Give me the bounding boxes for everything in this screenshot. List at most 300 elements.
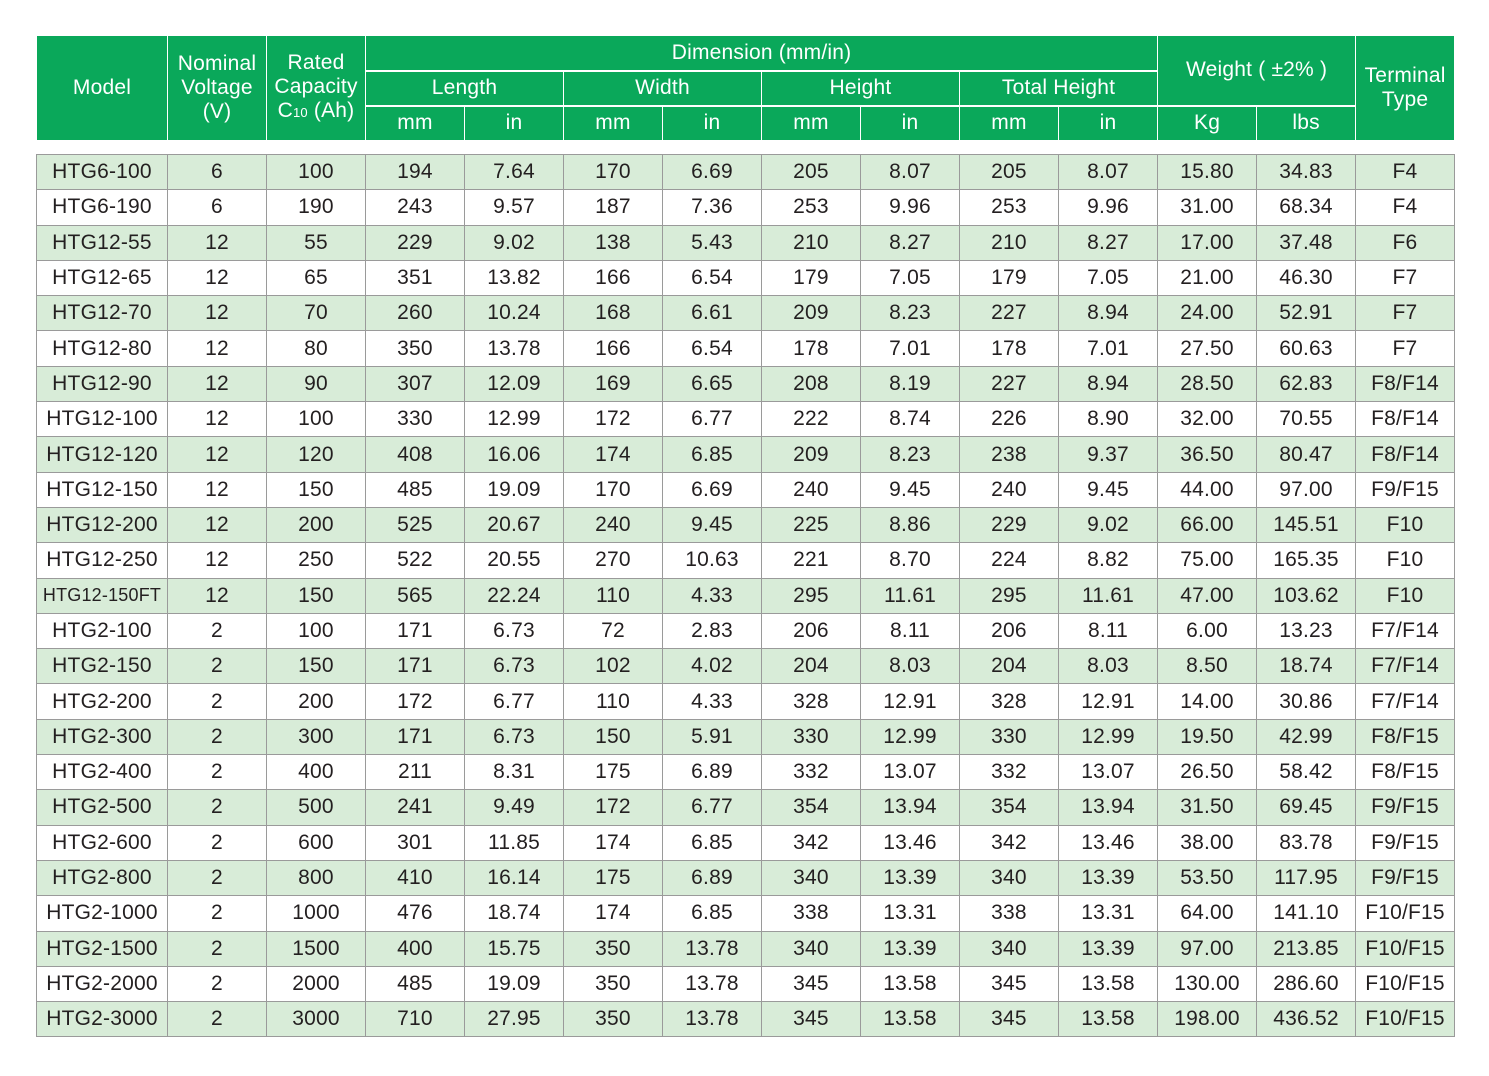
table-row (37, 260, 1455, 295)
cell-width-in: 13.78 (663, 1002, 762, 1037)
cell-weight-lbs: 165.35 (1257, 543, 1356, 578)
cell-height-in: 8.19 (861, 366, 960, 401)
cell-rated-capacity: 150 (267, 578, 366, 613)
cell-length-mm: 565 (366, 578, 465, 613)
cell-width-mm: 169 (564, 366, 663, 401)
cell-height-in: 13.58 (861, 1002, 960, 1037)
cell-rated-capacity: 500 (267, 790, 366, 825)
cell-terminal-type: F9/F15 (1356, 825, 1455, 860)
cell-length-in: 20.67 (465, 507, 564, 542)
header-height: Height (762, 71, 960, 106)
table-row (37, 402, 1455, 437)
cell-width-mm: 350 (564, 931, 663, 966)
cell-model: HTG12-70 (37, 296, 168, 331)
cell-total-height-in: 13.58 (1059, 1002, 1158, 1037)
cell-total-height-in: 9.96 (1059, 190, 1158, 225)
cell-height-mm: 222 (762, 402, 861, 437)
cell-rated-capacity: 100 (267, 402, 366, 437)
header-nominal-voltage (168, 36, 267, 141)
cell-width-in: 7.36 (663, 190, 762, 225)
cell-nominal-voltage: 12 (168, 507, 267, 542)
cell-width-mm: 110 (564, 578, 663, 613)
cell-length-in: 7.64 (465, 155, 564, 190)
cell-width-in: 6.77 (663, 790, 762, 825)
cell-height-in: 13.58 (861, 966, 960, 1001)
cell-weight-kg: 8.50 (1158, 649, 1257, 684)
cell-terminal-type: F9/F15 (1356, 860, 1455, 895)
cell-height-in: 7.05 (861, 260, 960, 295)
cell-height-mm: 345 (762, 966, 861, 1001)
cell-length-mm: 350 (366, 331, 465, 366)
cell-width-in: 6.85 (663, 437, 762, 472)
cell-nominal-voltage: 2 (168, 613, 267, 648)
cell-height-in: 8.03 (861, 649, 960, 684)
cell-model: HTG6-100 (37, 155, 168, 190)
cell-height-in: 13.94 (861, 790, 960, 825)
cell-total-height-in: 8.27 (1059, 225, 1158, 260)
cell-length-mm: 410 (366, 860, 465, 895)
cell-width-mm: 166 (564, 260, 663, 295)
cell-height-mm: 205 (762, 155, 861, 190)
cell-height-mm: 225 (762, 507, 861, 542)
table-row (37, 225, 1455, 260)
table-row (37, 649, 1455, 684)
cell-length-mm: 522 (366, 543, 465, 578)
table-row (37, 578, 1455, 613)
cell-height-mm: 338 (762, 896, 861, 931)
cell-terminal-type: F7 (1356, 331, 1455, 366)
cell-width-mm: 175 (564, 860, 663, 895)
cell-length-in: 20.55 (465, 543, 564, 578)
spec-table-body (36, 154, 1455, 1037)
cell-width-mm: 174 (564, 437, 663, 472)
cell-weight-kg: 27.50 (1158, 331, 1257, 366)
cell-width-mm: 166 (564, 331, 663, 366)
spec-table-header (36, 35, 1455, 141)
cell-model: HTG2-800 (37, 860, 168, 895)
cell-height-in: 12.99 (861, 719, 960, 754)
cell-total-height-in: 8.94 (1059, 366, 1158, 401)
cell-rated-capacity: 100 (267, 613, 366, 648)
cell-weight-kg: 31.50 (1158, 790, 1257, 825)
cell-rated-capacity: 300 (267, 719, 366, 754)
cell-weight-lbs: 18.74 (1257, 649, 1356, 684)
cell-weight-lbs: 58.42 (1257, 755, 1356, 790)
cell-total-height-mm: 340 (960, 860, 1059, 895)
cell-length-in: 12.99 (465, 402, 564, 437)
cell-rated-capacity: 150 (267, 472, 366, 507)
cell-width-in: 5.43 (663, 225, 762, 260)
table-row (37, 755, 1455, 790)
cell-height-mm: 342 (762, 825, 861, 860)
cell-model: HTG2-3000 (37, 1002, 168, 1037)
cell-weight-kg: 17.00 (1158, 225, 1257, 260)
cell-terminal-type: F10 (1356, 507, 1455, 542)
cell-nominal-voltage: 12 (168, 578, 267, 613)
table-row (37, 155, 1455, 190)
cell-nominal-voltage: 6 (168, 190, 267, 225)
cell-nominal-voltage: 2 (168, 755, 267, 790)
cell-model: HTG12-100 (37, 402, 168, 437)
cell-total-height-mm: 179 (960, 260, 1059, 295)
cell-width-in: 9.45 (663, 507, 762, 542)
cell-terminal-type: F4 (1356, 155, 1455, 190)
cell-width-mm: 72 (564, 613, 663, 648)
table-row (37, 366, 1455, 401)
cell-height-in: 8.27 (861, 225, 960, 260)
table-row (37, 931, 1455, 966)
cell-model: HTG2-2000 (37, 966, 168, 1001)
cell-length-mm: 330 (366, 402, 465, 437)
header-nominal-voltage-line2: Voltage (181, 76, 253, 99)
cell-width-in: 13.78 (663, 931, 762, 966)
cell-width-in: 4.33 (663, 578, 762, 613)
cell-length-in: 18.74 (465, 896, 564, 931)
cell-weight-kg: 31.00 (1158, 190, 1257, 225)
cell-height-in: 11.61 (861, 578, 960, 613)
cell-total-height-mm: 240 (960, 472, 1059, 507)
cell-weight-kg: 15.80 (1158, 155, 1257, 190)
header-unit: mm (960, 106, 1059, 141)
header-terminal-type (1356, 36, 1455, 141)
cell-weight-lbs: 97.00 (1257, 472, 1356, 507)
cell-length-mm: 194 (366, 155, 465, 190)
cell-model: HTG2-1500 (37, 931, 168, 966)
cell-weight-kg: 64.00 (1158, 896, 1257, 931)
cell-nominal-voltage: 2 (168, 649, 267, 684)
cell-height-mm: 332 (762, 755, 861, 790)
cell-length-mm: 408 (366, 437, 465, 472)
cell-width-mm: 175 (564, 755, 663, 790)
cell-model: HTG2-100 (37, 613, 168, 648)
cell-total-height-in: 8.07 (1059, 155, 1158, 190)
table-row (37, 507, 1455, 542)
cell-height-in: 13.07 (861, 755, 960, 790)
cell-width-mm: 168 (564, 296, 663, 331)
cell-nominal-voltage: 12 (168, 543, 267, 578)
cell-total-height-mm: 224 (960, 543, 1059, 578)
cell-height-mm: 206 (762, 613, 861, 648)
cell-total-height-in: 9.37 (1059, 437, 1158, 472)
cell-width-in: 6.69 (663, 472, 762, 507)
header-unit: mm (762, 106, 861, 141)
cell-height-in: 8.07 (861, 155, 960, 190)
cell-rated-capacity: 400 (267, 755, 366, 790)
cell-height-mm: 208 (762, 366, 861, 401)
cell-width-mm: 138 (564, 225, 663, 260)
cell-total-height-mm: 345 (960, 1002, 1059, 1037)
cell-height-mm: 330 (762, 719, 861, 754)
cell-rated-capacity: 190 (267, 190, 366, 225)
cell-weight-kg: 47.00 (1158, 578, 1257, 613)
cell-nominal-voltage: 12 (168, 296, 267, 331)
cell-weight-lbs: 70.55 (1257, 402, 1356, 437)
cell-width-in: 6.77 (663, 402, 762, 437)
header-unit: mm (366, 106, 465, 141)
cell-nominal-voltage: 2 (168, 931, 267, 966)
cell-rated-capacity: 200 (267, 684, 366, 719)
cell-length-mm: 400 (366, 931, 465, 966)
cell-height-in: 13.31 (861, 896, 960, 931)
cell-height-mm: 295 (762, 578, 861, 613)
cell-width-in: 6.61 (663, 296, 762, 331)
cell-weight-kg: 14.00 (1158, 684, 1257, 719)
cell-weight-lbs: 80.47 (1257, 437, 1356, 472)
cell-total-height-mm: 345 (960, 966, 1059, 1001)
cell-length-in: 19.09 (465, 472, 564, 507)
cell-weight-kg: 26.50 (1158, 755, 1257, 790)
cell-width-mm: 240 (564, 507, 663, 542)
cell-width-mm: 270 (564, 543, 663, 578)
cell-length-in: 9.49 (465, 790, 564, 825)
cell-total-height-in: 13.94 (1059, 790, 1158, 825)
header-unit: lbs (1257, 106, 1356, 141)
cell-model: HTG12-80 (37, 331, 168, 366)
cell-total-height-mm: 229 (960, 507, 1059, 542)
cell-model: HTG12-55 (37, 225, 168, 260)
cell-weight-lbs: 42.99 (1257, 719, 1356, 754)
cell-weight-kg: 53.50 (1158, 860, 1257, 895)
cell-height-in: 13.39 (861, 860, 960, 895)
cell-rated-capacity: 80 (267, 331, 366, 366)
cell-model: HTG2-1000 (37, 896, 168, 931)
table-row (37, 472, 1455, 507)
cell-model: HTG2-300 (37, 719, 168, 754)
cell-rated-capacity: 100 (267, 155, 366, 190)
cell-height-in: 13.46 (861, 825, 960, 860)
cell-total-height-in: 7.01 (1059, 331, 1158, 366)
cell-height-mm: 209 (762, 296, 861, 331)
header-rated-capacity-line2: Capacity (274, 75, 358, 98)
cell-length-in: 27.95 (465, 1002, 564, 1037)
cell-model: HTG12-90 (37, 366, 168, 401)
table-row (37, 966, 1455, 1001)
cell-length-in: 13.82 (465, 260, 564, 295)
cell-total-height-mm: 328 (960, 684, 1059, 719)
cell-width-mm: 350 (564, 1002, 663, 1037)
cell-total-height-mm: 226 (960, 402, 1059, 437)
cell-total-height-in: 13.58 (1059, 966, 1158, 1001)
cell-height-mm: 240 (762, 472, 861, 507)
cell-model: HTG2-600 (37, 825, 168, 860)
cell-rated-capacity: 150 (267, 649, 366, 684)
cell-rated-capacity: 2000 (267, 966, 366, 1001)
header-rated-capacity (267, 36, 366, 141)
table-row (37, 543, 1455, 578)
cell-terminal-type: F10 (1356, 578, 1455, 613)
cell-length-mm: 243 (366, 190, 465, 225)
cell-width-in: 4.33 (663, 684, 762, 719)
cell-nominal-voltage: 12 (168, 437, 267, 472)
cell-terminal-type: F8/F15 (1356, 719, 1455, 754)
cell-rated-capacity: 250 (267, 543, 366, 578)
cell-length-mm: 351 (366, 260, 465, 295)
cell-width-in: 5.91 (663, 719, 762, 754)
cell-width-mm: 350 (564, 966, 663, 1001)
cell-nominal-voltage: 6 (168, 155, 267, 190)
cell-total-height-mm: 204 (960, 649, 1059, 684)
cell-weight-lbs: 117.95 (1257, 860, 1356, 895)
cell-width-in: 2.83 (663, 613, 762, 648)
cell-terminal-type: F10/F15 (1356, 896, 1455, 931)
cell-height-mm: 210 (762, 225, 861, 260)
cell-total-height-mm: 227 (960, 296, 1059, 331)
cell-rated-capacity: 120 (267, 437, 366, 472)
cell-height-mm: 328 (762, 684, 861, 719)
cell-total-height-in: 8.94 (1059, 296, 1158, 331)
header-rated-capacity-unit: (Ah) (313, 99, 355, 122)
cell-terminal-type: F6 (1356, 225, 1455, 260)
cell-nominal-voltage: 12 (168, 472, 267, 507)
cell-length-in: 9.02 (465, 225, 564, 260)
cell-length-in: 22.24 (465, 578, 564, 613)
cell-length-in: 9.57 (465, 190, 564, 225)
cell-height-mm: 209 (762, 437, 861, 472)
header-rated-capacity-line1: Rated (287, 51, 345, 74)
header-model: Model (37, 36, 168, 141)
cell-total-height-in: 8.90 (1059, 402, 1158, 437)
cell-length-in: 6.73 (465, 649, 564, 684)
cell-total-height-mm: 332 (960, 755, 1059, 790)
header-unit: Kg (1158, 106, 1257, 141)
cell-height-in: 12.91 (861, 684, 960, 719)
cell-total-height-mm: 330 (960, 719, 1059, 754)
cell-terminal-type: F8/F14 (1356, 402, 1455, 437)
cell-total-height-mm: 210 (960, 225, 1059, 260)
cell-nominal-voltage: 12 (168, 402, 267, 437)
cell-nominal-voltage: 2 (168, 1002, 267, 1037)
cell-height-in: 8.23 (861, 296, 960, 331)
cell-weight-kg: 97.00 (1158, 931, 1257, 966)
cell-weight-kg: 198.00 (1158, 1002, 1257, 1037)
cell-total-height-in: 12.99 (1059, 719, 1158, 754)
header-nominal-voltage-line3: (V) (202, 100, 232, 123)
cell-nominal-voltage: 2 (168, 966, 267, 1001)
header-unit: in (1059, 106, 1158, 141)
cell-terminal-type: F7 (1356, 260, 1455, 295)
cell-length-mm: 241 (366, 790, 465, 825)
cell-rated-capacity: 70 (267, 296, 366, 331)
cell-weight-lbs: 60.63 (1257, 331, 1356, 366)
cell-terminal-type: F7/F14 (1356, 613, 1455, 648)
cell-height-in: 13.39 (861, 931, 960, 966)
cell-model: HTG12-65 (37, 260, 168, 295)
cell-width-mm: 174 (564, 896, 663, 931)
cell-length-mm: 260 (366, 296, 465, 331)
table-row (37, 190, 1455, 225)
cell-width-in: 6.89 (663, 755, 762, 790)
cell-width-mm: 170 (564, 155, 663, 190)
cell-length-mm: 476 (366, 896, 465, 931)
cell-weight-kg: 36.50 (1158, 437, 1257, 472)
cell-weight-lbs: 69.45 (1257, 790, 1356, 825)
header-dimension: Dimension (mm/in) (366, 36, 1158, 71)
cell-length-in: 8.31 (465, 755, 564, 790)
cell-weight-lbs: 13.23 (1257, 613, 1356, 648)
cell-length-in: 6.77 (465, 684, 564, 719)
cell-weight-lbs: 68.34 (1257, 190, 1356, 225)
cell-terminal-type: F10/F15 (1356, 1002, 1455, 1037)
cell-nominal-voltage: 12 (168, 331, 267, 366)
table-row (37, 719, 1455, 754)
cell-height-mm: 204 (762, 649, 861, 684)
cell-nominal-voltage: 12 (168, 366, 267, 401)
cell-width-mm: 187 (564, 190, 663, 225)
cell-width-in: 6.65 (663, 366, 762, 401)
cell-nominal-voltage: 2 (168, 860, 267, 895)
cell-rated-capacity: 200 (267, 507, 366, 542)
header-weight: Weight ( ±2% ) (1158, 36, 1356, 106)
cell-height-in: 9.45 (861, 472, 960, 507)
cell-total-height-mm: 354 (960, 790, 1059, 825)
cell-weight-kg: 75.00 (1158, 543, 1257, 578)
cell-length-mm: 301 (366, 825, 465, 860)
cell-length-in: 10.24 (465, 296, 564, 331)
cell-length-in: 12.09 (465, 366, 564, 401)
header-length: Length (366, 71, 564, 106)
cell-nominal-voltage: 2 (168, 825, 267, 860)
cell-width-in: 4.02 (663, 649, 762, 684)
cell-height-mm: 221 (762, 543, 861, 578)
cell-width-mm: 170 (564, 472, 663, 507)
table-row (37, 684, 1455, 719)
cell-height-mm: 345 (762, 1002, 861, 1037)
cell-rated-capacity: 1000 (267, 896, 366, 931)
cell-nominal-voltage: 2 (168, 719, 267, 754)
cell-model: HTG12-150 (37, 472, 168, 507)
table-row (37, 896, 1455, 931)
cell-total-height-in: 13.39 (1059, 931, 1158, 966)
cell-width-in: 6.54 (663, 331, 762, 366)
cell-weight-lbs: 62.83 (1257, 366, 1356, 401)
cell-terminal-type: F7 (1356, 296, 1455, 331)
cell-length-mm: 171 (366, 613, 465, 648)
cell-total-height-mm: 253 (960, 190, 1059, 225)
cell-model: HTG12-250 (37, 543, 168, 578)
table-row (37, 1002, 1455, 1037)
cell-weight-lbs: 286.60 (1257, 966, 1356, 1001)
table-row (37, 790, 1455, 825)
cell-total-height-in: 13.46 (1059, 825, 1158, 860)
cell-length-in: 6.73 (465, 613, 564, 648)
cell-length-mm: 525 (366, 507, 465, 542)
cell-width-mm: 172 (564, 402, 663, 437)
cell-weight-lbs: 145.51 (1257, 507, 1356, 542)
cell-total-height-in: 8.82 (1059, 543, 1158, 578)
cell-height-mm: 340 (762, 931, 861, 966)
cell-height-mm: 340 (762, 860, 861, 895)
cell-terminal-type: F4 (1356, 190, 1455, 225)
cell-width-in: 6.69 (663, 155, 762, 190)
cell-length-mm: 211 (366, 755, 465, 790)
cell-total-height-in: 13.39 (1059, 860, 1158, 895)
cell-nominal-voltage: 12 (168, 260, 267, 295)
table-row (37, 331, 1455, 366)
cell-weight-lbs: 30.86 (1257, 684, 1356, 719)
cell-height-in: 8.74 (861, 402, 960, 437)
cell-total-height-mm: 206 (960, 613, 1059, 648)
cell-weight-kg: 19.50 (1158, 719, 1257, 754)
cell-total-height-in: 8.03 (1059, 649, 1158, 684)
cell-weight-kg: 32.00 (1158, 402, 1257, 437)
cell-model: HTG12-150FT (37, 578, 168, 613)
cell-total-height-mm: 340 (960, 931, 1059, 966)
cell-weight-kg: 44.00 (1158, 472, 1257, 507)
cell-weight-lbs: 141.10 (1257, 896, 1356, 931)
cell-total-height-in: 8.11 (1059, 613, 1158, 648)
cell-weight-lbs: 52.91 (1257, 296, 1356, 331)
cell-nominal-voltage: 12 (168, 225, 267, 260)
